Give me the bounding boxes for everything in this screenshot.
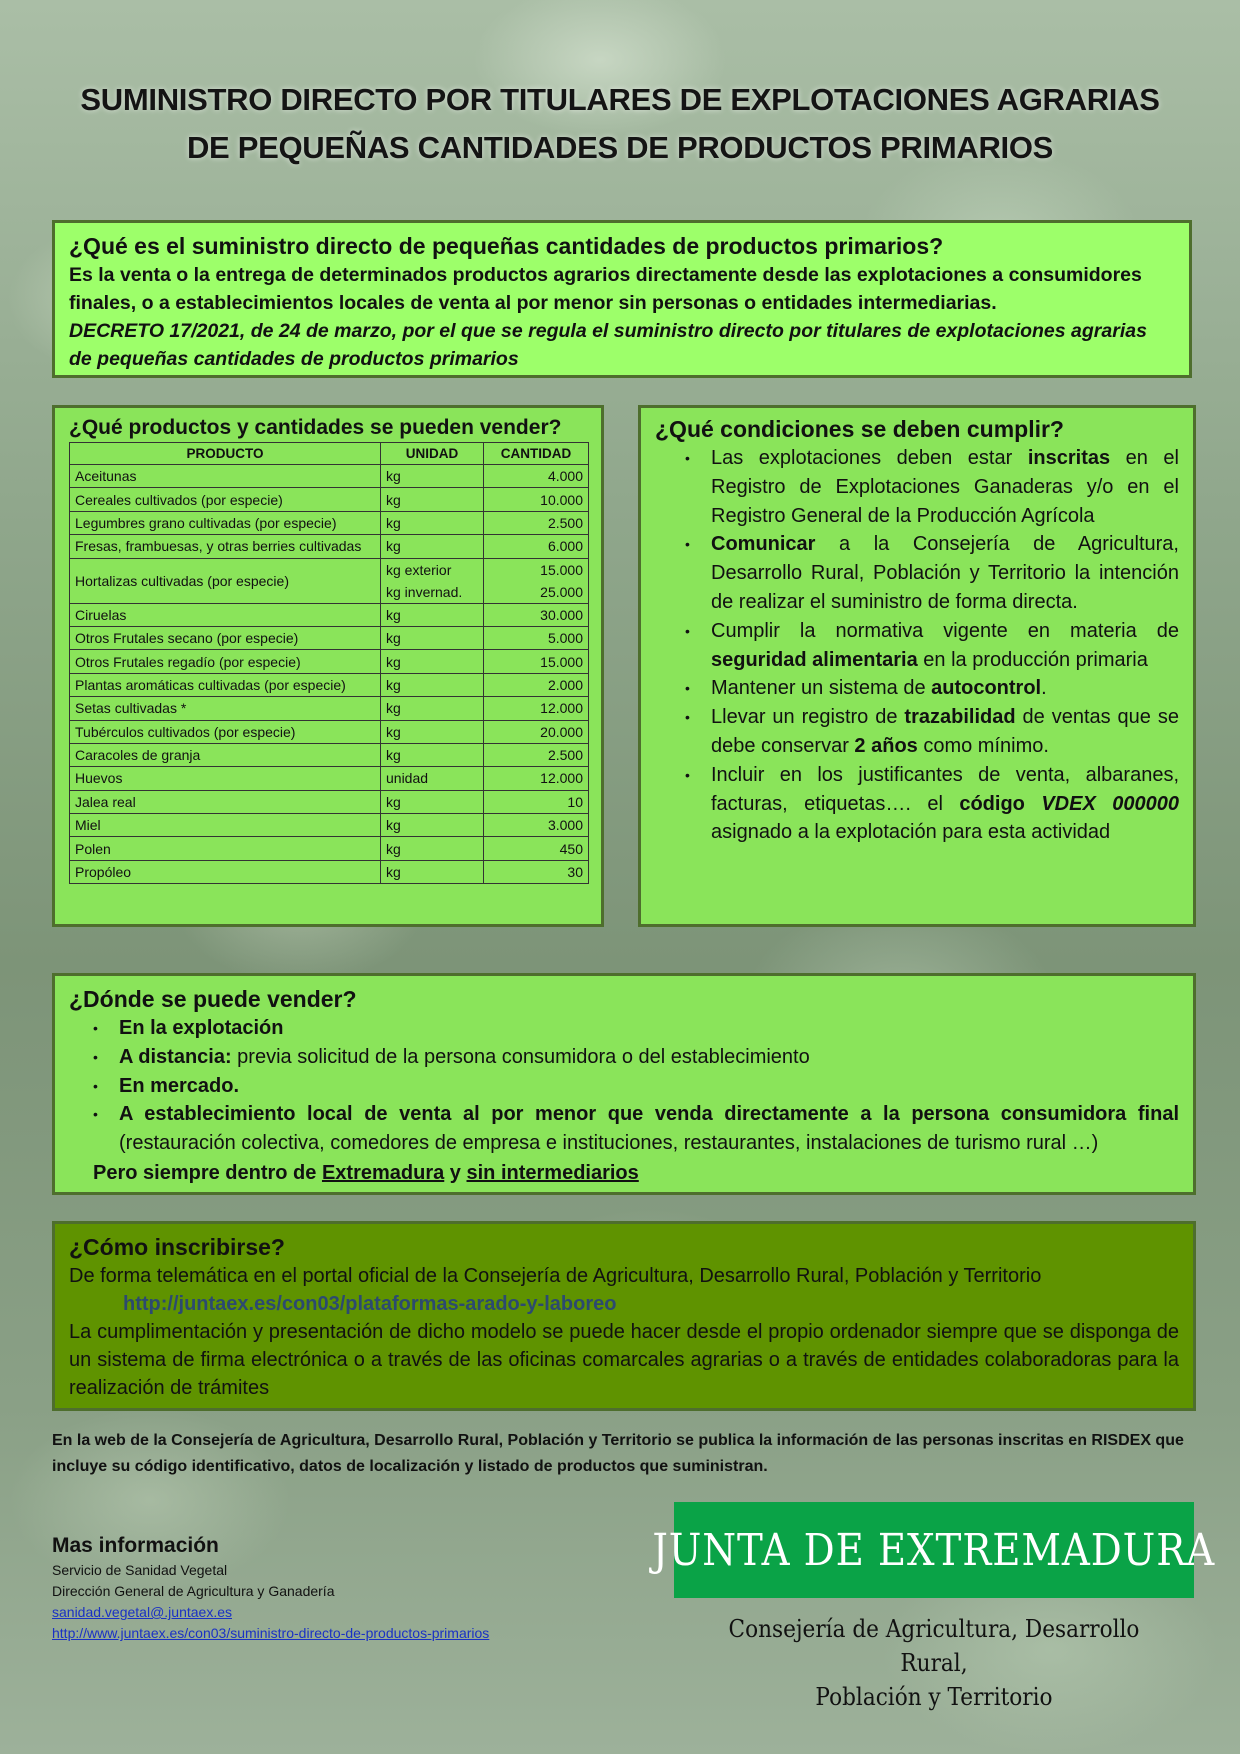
more-info [52,1534,612,1644]
product-quantity: 4.000 [484,465,589,488]
column-header-quantity: CANTIDAD [484,443,589,465]
product-name: Fresas, frambuesas, y otras berries cultivadas [70,535,381,558]
product-quantity: 450 [484,837,589,860]
product-quantity [484,558,589,603]
product-unit: unidad [381,767,484,790]
product-name: Otros Frutales secano (por especie) [70,626,381,649]
text-segment: como mínimo. [917,734,1049,757]
product-unit: kg [381,603,484,626]
product-unit [381,558,484,603]
text-segment: Llevar un registro de [711,706,905,729]
product-quantity: 30 [484,860,589,883]
column-header-unit: UNIDAD [381,443,484,465]
table-row [70,837,589,860]
condition-item [655,703,1179,761]
text-segment: previa solicitud de la persona consumidora o del establecimiento [231,1045,810,1068]
text-segment [1025,793,1041,815]
product-quantity: 12.000 [484,767,589,790]
products-table [69,442,589,884]
product-unit: kg [381,465,484,488]
no-intermediaries-highlight: sin intermediarios [466,1161,639,1184]
condition-item [655,761,1179,847]
product-quantity: 2.000 [484,673,589,696]
product-quantity-value: 25.000 [540,583,583,600]
product-name: Aceitunas [70,465,381,488]
text-segment: En mercado. [119,1074,240,1097]
text-segment: asignado a la explotación para esta actividad [711,821,1111,844]
info-url-link[interactable]: http://www.juntaex.es/con03/suministro-directo-de-productos-primarios [52,1625,490,1641]
where-item [69,1014,1179,1043]
product-unit: kg [381,743,484,766]
table-row [70,720,589,743]
product-unit: kg [381,720,484,743]
howto-text-2: La cumplimentación y presentación de dicho modelo se puede hacer desde el propio ordenador siempre que se disponga de un sistema de firma electrónica o a través de las oficinas comarcales agrarias o a través de entidades colaboradoras para la realización de trámites [69,1321,1179,1399]
table-row [70,511,589,534]
text-segment: trazabilidad [904,706,1016,729]
product-unit-value: kg invernad. [386,583,463,600]
product-name: Ciruelas [70,603,381,626]
product-name: Hortalizas cultivadas (por especie) [70,558,381,603]
column-header-product: PRODUCTO [70,443,381,465]
product-quantity: 10.000 [484,488,589,511]
text-segment: seguridad alimentaria [711,648,918,671]
text-segment: Cumplir la normativa vigente en materia de [711,619,1179,642]
text-segment: en el Registro de Explotaciones Ganaderas y/o en el Registro General de la Producción Agrícola [711,447,1179,527]
product-quantity: 10 [484,790,589,813]
product-name: Plantas aromáticas cultivadas (por especie) [70,673,381,696]
condition-item [655,617,1179,675]
registration-url-link[interactable]: http://juntaex.es/con03/plataformas-arado-y-laboreo [123,1293,617,1315]
product-name: Jalea real [70,790,381,813]
email-link[interactable]: sanidad.vegetal@.juntaex.es [52,1604,232,1620]
text-segment: Comunicar [711,533,816,556]
direction-name: Dirección General de Agricultura y Ganadería [52,1583,335,1599]
table-row [70,697,589,720]
text-segment: autocontrol [931,677,1042,700]
where-restriction-prefix: Pero siempre dentro de [93,1161,322,1184]
product-unit: kg [381,860,484,883]
product-name: Cereales cultivados (por especie) [70,488,381,511]
consejeria-name: Consejería de Agricultura, Desarrollo Rural, Población y Territorio [728,1615,1140,1711]
text-segment: A distancia: [119,1045,232,1068]
where-item [69,1043,1179,1072]
product-unit: kg [381,488,484,511]
where-heading: ¿Dónde se puede vender? [69,986,357,1012]
product-name: Setas cultivadas * [70,697,381,720]
conditions-list [655,444,1179,847]
product-name: Huevos [70,767,381,790]
product-name: Polen [70,837,381,860]
table-row [70,814,589,837]
page-title: SUMINISTRO DIRECTO POR TITULARES DE EXPLOTACIONES AGRARIAS DE PEQUEÑAS CANTIDADES DE PRODUCTOS PRIMARIOS [80,82,1160,165]
more-info-heading: Mas información [52,1534,219,1557]
table-row [70,626,589,649]
junta-extremadura-logo [652,1502,1216,1598]
text-segment: Mantener un sistema de [711,677,932,700]
product-unit: kg [381,697,484,720]
product-unit: kg [381,511,484,534]
text-segment: A establecimiento local de venta al por menor que venda directamente a la persona consumidora final [119,1103,1179,1126]
product-unit: kg [381,837,484,860]
product-quantity: 6.000 [484,535,589,558]
how-to-register-section [52,1221,1196,1411]
text-segment: (restauración colectiva, comedores de empresa e instituciones, restaurantes, instalaciones de turismo rural …) [119,1132,1099,1155]
product-unit-value: kg exterior [386,561,452,578]
product-name: Otros Frutales regadío (por especie) [70,650,381,673]
howto-heading: ¿Cómo inscribirse? [69,1234,285,1260]
text-segment: inscritas [1027,447,1111,469]
products-heading: ¿Qué productos y cantidades se pueden vender? [69,416,562,439]
table-row [70,488,589,511]
product-quantity: 2.500 [484,743,589,766]
condition-item [655,530,1179,616]
risdex-note: En la web de la Consejería de Agricultura, Desarrollo Rural, Población y Territorio se publica la información de las personas inscritas en RISDEX que incluye su código identificativo, datos de localización y listado de productos que suministran. [52,1432,1184,1475]
where-item [69,1100,1179,1158]
product-name: Miel [70,814,381,837]
table-row [70,673,589,696]
where-restriction-mid: y [444,1161,467,1184]
products-section [52,405,604,927]
product-quantity: 5.000 [484,626,589,649]
table-row [70,535,589,558]
text-segment: a la Consejería de Agricultura, Desarrollo Rural, Población y Territorio la intención de realizar el suministro de forma directa. [711,533,1179,613]
table-row [70,767,589,790]
product-quantity: 30.000 [484,603,589,626]
howto-text-1: De forma telemática en el portal oficial de la Consejería de Agricultura, Desarrollo Rural, Población y Territorio [69,1265,1042,1287]
product-quantity: 2.500 [484,511,589,534]
text-segment: en la producción primaria [917,648,1148,671]
table-row [70,743,589,766]
condition-item [655,444,1179,530]
product-quantity-value: 15.000 [540,561,583,578]
conditions-heading: ¿Qué condiciones se deben cumplir? [655,416,1064,442]
condition-item [655,674,1179,703]
what-description: Es la venta o la entrega de determinados productos agrarios directamente desde las explotaciones a consumidores finales, o a establecimientos locales de venta al por menor sin personas o entidades intermediarias. [69,264,1142,314]
product-quantity: 20.000 [484,720,589,743]
product-name: Tubérculos cultivados (por especie) [70,720,381,743]
product-unit: kg [381,814,484,837]
product-quantity: 15.000 [484,650,589,673]
text-segment: . [1041,677,1047,700]
text-segment: de ventas que se debe conservar [711,706,1179,757]
text-segment: En la explotación [119,1017,284,1039]
table-row [70,860,589,883]
text-segment: Incluir en los justificantes de venta, albaranes, facturas, etiquetas…. el [711,763,1179,815]
logo-text: JUNTA DE EXTREMADURA [652,1524,1216,1576]
where-restriction [69,1158,1179,1188]
text-segment: 2 años [854,734,918,757]
table-row [70,603,589,626]
product-name: Caracoles de granja [70,743,381,766]
product-name: Legumbres grano cultivadas (por especie) [70,511,381,534]
where-list [69,1014,1179,1158]
table-row [70,650,589,673]
table-header-row [70,443,589,465]
product-unit: kg [381,650,484,673]
region-highlight: Extremadura [321,1161,445,1184]
table-row [70,790,589,813]
text-segment: código [959,792,1025,815]
product-unit: kg [381,673,484,696]
service-name: Servicio de Sanidad Vegetal [52,1562,228,1578]
product-unit: kg [381,535,484,558]
decree-reference: DECRETO 17/2021, de 24 de marzo, por el que se regula el suministro directo por titulares de explotaciones agrarias de pequeñas cantidades de productos primarios [69,320,1147,370]
table-row [70,465,589,488]
product-name: Propóleo [70,860,381,883]
where-section [52,973,1196,1195]
product-quantity: 3.000 [484,814,589,837]
table-row [70,558,589,603]
conditions-section [638,405,1196,927]
product-quantity: 12.000 [484,697,589,720]
what-heading: ¿Qué es el suministro directo de pequeñas cantidades de productos primarios? [69,233,944,259]
product-unit: kg [381,790,484,813]
text-segment: VDEX 000000 [1041,792,1179,815]
what-is-section [52,220,1192,378]
product-unit: kg [381,626,484,649]
where-item [69,1072,1179,1101]
text-segment: Las explotaciones deben estar [711,447,1028,469]
